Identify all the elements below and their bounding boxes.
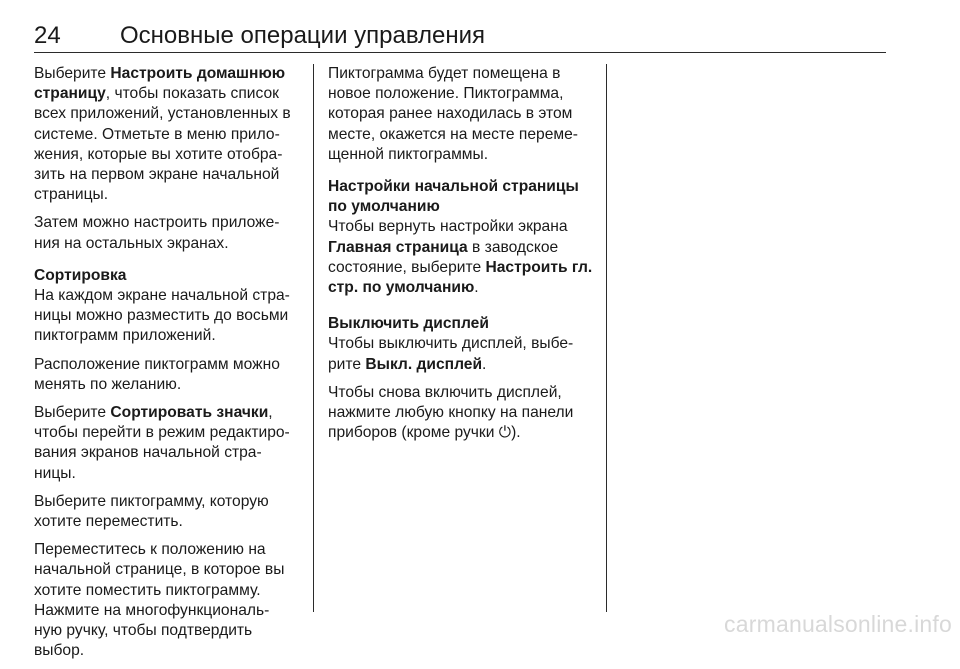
- paragraph-arrangement: Расположение пиктограмм можно менять по желанию.: [34, 355, 280, 393]
- heading-sorting: Сортировка: [34, 266, 127, 284]
- menu-option-sort-icons: Сортировать значки: [110, 404, 269, 422]
- power-knob-icon: ⏻: [498, 424, 512, 442]
- column-left: [34, 64, 296, 669]
- page-header: [34, 22, 886, 53]
- paragraph-icon-placed: Пиктограмма будет помещена в новое положение. Пиктограмма, которая ранее находилась в этом месте, окажется на месте переме-щенной пиктограммы.: [328, 65, 578, 163]
- column-middle: [328, 64, 596, 451]
- page-number: 24: [34, 22, 61, 49]
- menu-option-restore-home: Настроить гл. стр. по умолчанию: [328, 258, 593, 297]
- paragraph-display-off: Чтобы выключить дисплей, выбе-рите Выкл. дисплей.: [328, 335, 574, 373]
- heading-display-off: Выключить дисплей: [328, 315, 489, 333]
- paragraph-display-on: Чтобы снова включить дисплей, нажмите любую кнопку на панели приборов (кроме ручки ⏻).: [328, 383, 574, 442]
- paragraph-select-icon: Выберите пиктограмму, которую хотите переместить.: [34, 492, 269, 531]
- paragraph-restore-defaults: Чтобы вернуть настройки экрана Главная страница в заводское состояние, выберите Настроить гл. стр. по умолчанию.: [328, 218, 593, 297]
- paragraph-customize-home: Выберите Настроить домашнюю страницу, чтобы показать список всех приложений, установленных в системе. Отметьте в меню прило-жения, которые вы хотите отобра-зить на первом экране начальной страницы.: [34, 65, 291, 204]
- screen-name-home: Главная страница: [328, 238, 468, 256]
- menu-option-customize-home: Настроить домашнюю страницу: [34, 65, 286, 103]
- menu-option-display-off: Выкл. дисплей: [365, 355, 483, 373]
- paragraph-move-icon: Переместитесь к положению на начальной странице, в которое вы хотите поместить пиктограмму. Нажмите на многофункциональ-ную ручку, чтобы подтвердить выбор.: [34, 541, 285, 660]
- paragraph-icon-limit: На каждом экране начальной стра-ницы можно разместить до восьми пиктограмм приложений.: [34, 287, 290, 345]
- column-divider-2: [606, 64, 607, 612]
- watermark: carmanualsonline.info: [724, 611, 952, 637]
- paragraph-other-screens: Затем можно настроить приложе-ния на остальных экранах.: [34, 214, 280, 252]
- heading-home-defaults: Настройки начальной страницы по умолчанию: [328, 178, 579, 216]
- paragraph-sort-icons: Выберите Сортировать значки, чтобы перейти в режим редактиро-вания экранов начальной стра-ницы.: [34, 404, 290, 482]
- page-title: Основные операции управления: [120, 22, 486, 49]
- column-divider-1: [313, 64, 314, 612]
